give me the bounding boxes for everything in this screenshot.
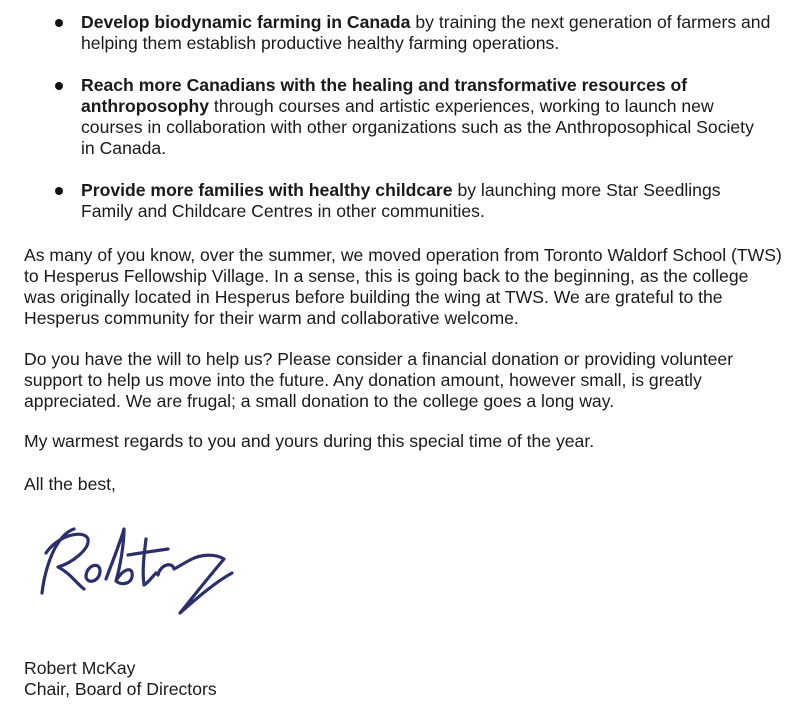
list-item: [52, 180, 772, 222]
closing-line: All the best,: [24, 474, 116, 494]
signature-stroke: [46, 534, 88, 589]
signer-name: Robert McKay: [24, 658, 136, 678]
bullet-dot-icon: [55, 187, 63, 195]
bullet-dot-icon: [55, 82, 63, 90]
bullet-dot-icon: [55, 19, 63, 27]
signature-stroke: [86, 565, 100, 581]
list-item: [52, 12, 772, 54]
goal-heading: Develop biodynamic farming in Canada: [81, 12, 411, 32]
goals-list: [52, 12, 772, 243]
goal-text: through courses and artistic experiences, working to launch new courses in collaboration with other organizations such as the Anthroposophical Society in Canada.: [81, 96, 754, 158]
goal-heading: Provide more families with healthy childcare: [81, 180, 453, 200]
signature-stroke: [158, 555, 232, 613]
signature-stroke: [128, 549, 168, 555]
goal-heading: Reach more Canadians with the healing and transformative resources of anthroposophy: [81, 75, 688, 116]
signer-title: Chair, Board of Directors: [24, 679, 217, 699]
signature-stroke: [143, 539, 156, 585]
handwritten-signature: [28, 515, 258, 625]
list-item: [52, 75, 772, 159]
goal-text: by launching more Star Seedlings Family and Childcare Centres in other communities.: [81, 180, 721, 221]
paragraph-regards: My warmest regards to you and yours during this special time of the year.: [24, 431, 595, 451]
paragraph-move-update: As many of you know, over the summer, we moved operation from Toronto Waldorf School (TWS) to Hesperus Fellowship Village. In a sense, this is going back to the beginning, as the college was originally located in Hesperus before building the wing at TWS. We are grateful to the Hesperus community for their warm and collaborative welcome.: [24, 245, 782, 328]
paragraph-donation-appeal: Do you have the will to help us? Please consider a financial donation or providing volunteer support to help us move into the future. Any donation amount, however small, is greatly appreciated. We are frugal; a small donation to the college goes a long way.: [24, 349, 734, 411]
goal-text: by training the next generation of farmers and helping them establish productive healthy farming operations.: [81, 12, 771, 53]
